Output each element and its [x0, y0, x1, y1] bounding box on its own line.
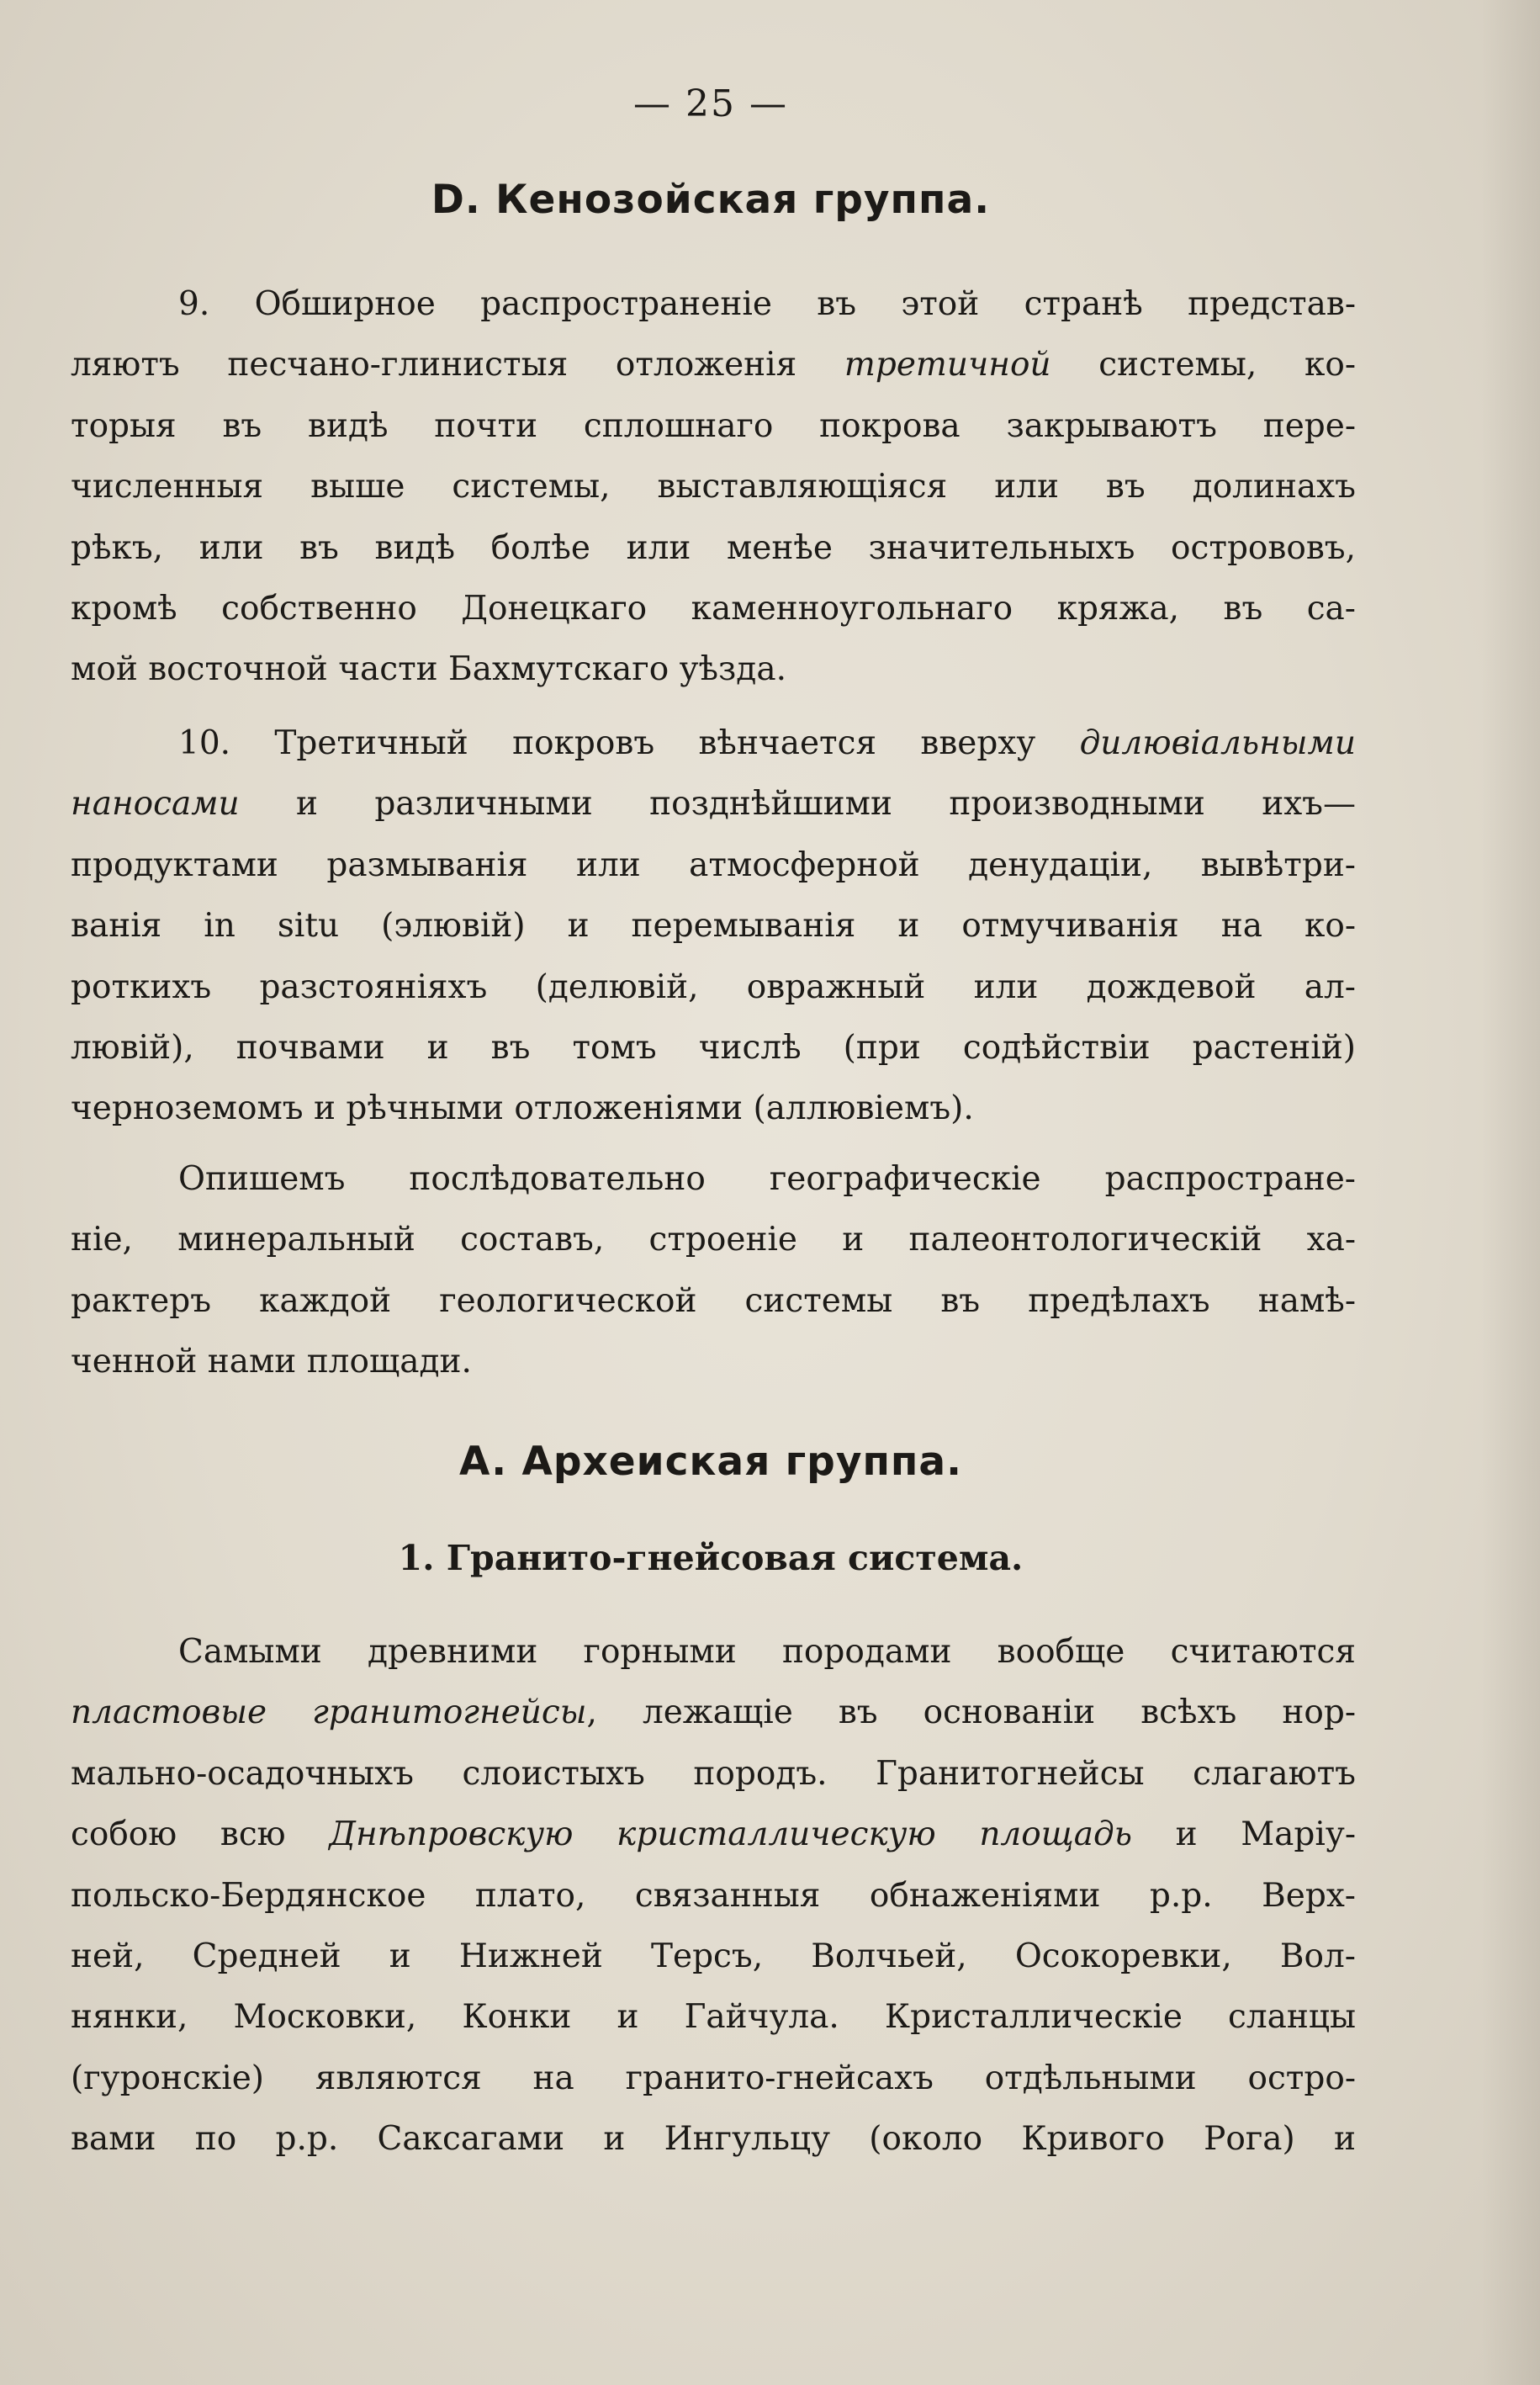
italic-term: наносами — [71, 785, 240, 824]
text-line: польско-Бердянское плато, связанныя обнаженіями р.р. Верх- — [71, 1876, 1356, 1915]
paragraph-10 — [71, 713, 1356, 1140]
italic-term: Днѣпровскую кристаллическую площадь — [329, 1815, 1132, 1854]
italic-term: третичной — [844, 346, 1051, 384]
paragraph-granite-gneiss — [71, 1622, 1356, 2170]
text-fragment: системы, ко- — [1050, 346, 1356, 384]
text-line: ней, Средней и Нижней Терсъ, Волчьей, Осокоревки, Вол- — [71, 1937, 1356, 1976]
text-line: мой восточной части Бахмутскаго уѣзда. — [71, 650, 786, 689]
page-edge-shadow — [1481, 0, 1540, 2385]
text-fragment: и различными позднѣйшими производными ихъ— — [239, 785, 1356, 824]
subsection-heading-granite-gneiss: 1. Гранито-гнейсовая система. — [398, 1538, 1024, 1578]
text-line — [71, 335, 1356, 395]
text-fragment: , лежащіе въ основаніи всѣхъ нор- — [586, 1693, 1356, 1732]
text-line — [71, 774, 1356, 835]
text-line: 9. Обширное распространеніе въ этой странѣ представ- — [178, 285, 1356, 323]
italic-term: пластовые гранитогнейсы — [71, 1693, 587, 1732]
section-heading-archean: A. Археиская группа. — [459, 1439, 962, 1485]
text-line: ніе, минеральный составъ, строеніе и палеонтологическій ха- — [71, 1221, 1356, 1259]
text-line: нянки, Московки, Конки и Гайчула. Кристаллическіе сланцы — [71, 1998, 1356, 2037]
text-fragment: и Маріу- — [1132, 1815, 1356, 1854]
text-line: черноземомъ и рѣчными отложеніями (аллювіемъ). — [71, 1089, 974, 1128]
section-heading-cenozoic: D. Кенозойская группа. — [431, 177, 991, 223]
italic-term: дилювіальными — [1079, 724, 1356, 762]
text-line: (гуронскіе) являются на гранито-гнейсахъ отдѣльными остро- — [71, 2059, 1356, 2097]
text-line — [71, 1683, 1356, 1743]
text-line: лювій), почвами и въ томъ числѣ (при содѣйствіи растеній) — [71, 1029, 1356, 1068]
text-line: мально-осадочныхъ слоистыхъ породъ. Гранитогнейсы слагаютъ — [71, 1754, 1356, 1793]
text-line: ванія in situ (элювій) и перемыванія и отмучиванія на ко- — [71, 907, 1356, 946]
text-fragment: 10. Третичный покровъ вѣнчается вверху — [178, 724, 1080, 762]
page-number: — 25 — — [633, 82, 788, 125]
text-line: рактеръ каждой геологической системы въ предѣлахъ намѣ- — [71, 1281, 1356, 1320]
text-line: роткихъ разстояніяхъ (делювій, овражный или дождевой ал- — [71, 967, 1356, 1006]
text-line: Опишемъ послѣдовательно географическіе распростране- — [178, 1160, 1356, 1198]
text-line: кромѣ собственно Донецкаго каменноугольнаго кряжа, въ са- — [71, 590, 1356, 628]
text-line: торыя въ видѣ почти сплошнаго покрова закрываютъ пере- — [71, 406, 1356, 445]
text-line: рѣкъ, или въ видѣ болѣе или менѣе значительныхъ острововъ, — [71, 528, 1356, 567]
text-line: продуктами размыванія или атмосферной денудаціи, вывѣтри- — [71, 845, 1356, 884]
paragraph-describe — [71, 1149, 1356, 1393]
text-line: ченной нами площади. — [71, 1343, 472, 1381]
text-line: вами по р.р. Саксагами и Ингульцу (около Кривого Рога) и — [71, 2120, 1356, 2159]
text-line: Самыми древними горными породами вообще считаются — [178, 1633, 1356, 1671]
text-line — [71, 713, 1356, 774]
text-fragment: ляютъ песчано-глинистыя отложенія — [71, 346, 844, 384]
paragraph-9 — [71, 274, 1356, 701]
text-fragment: собою всю — [71, 1815, 330, 1854]
text-line — [71, 1805, 1356, 1865]
text-line: численныя выше системы, выставляющіяся или въ долинахъ — [71, 468, 1356, 506]
